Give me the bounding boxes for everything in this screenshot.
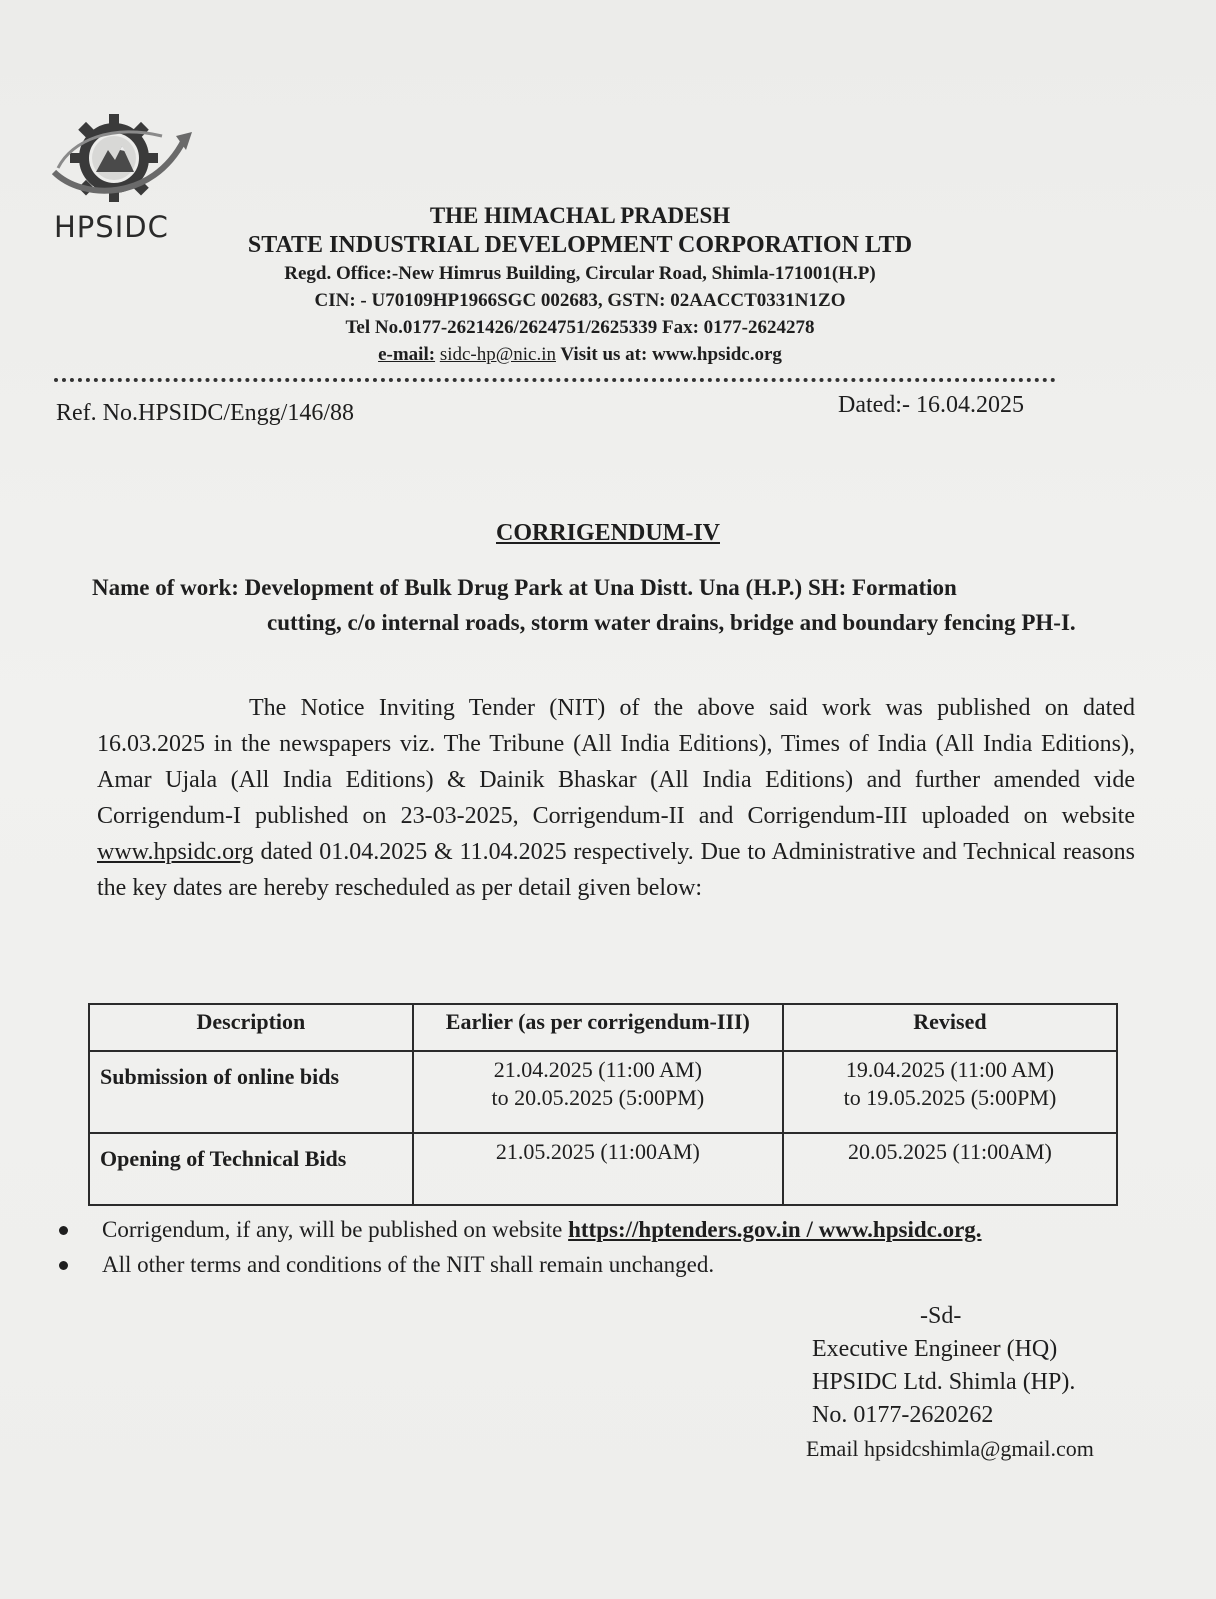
revised-date: 20.05.2025 (11:00AM)	[847, 1139, 1052, 1164]
org-tel: Tel No.0177-2621426/2624751/2625339 Fax: 0177-2624278	[345, 317, 815, 338]
dotted-divider	[54, 378, 1056, 382]
table-header-row	[89, 1004, 1117, 1051]
document-title: CORRIGENDUM-IV	[496, 520, 720, 546]
notes-list	[56, 1212, 1136, 1282]
revised-date-cell	[783, 1133, 1117, 1205]
signatory-org: HPSIDC Ltd. Shimla (HP).	[812, 1369, 1076, 1395]
website-link[interactable]: www.hpsidc.org	[97, 839, 254, 865]
letterhead	[200, 202, 960, 368]
column-header: Revised	[783, 1004, 1117, 1051]
gear-mountain-arrow-icon	[52, 110, 192, 205]
signatory-email: Email hpsidcshimla@gmail.com	[806, 1436, 1094, 1461]
list-item	[56, 1247, 1136, 1282]
signatory-phone: No. 0177-2620262	[812, 1402, 994, 1428]
column-header: Description	[89, 1004, 413, 1051]
note-text: Corrigendum, if any, will be published on website	[102, 1217, 569, 1242]
paragraph-part1: The Notice Inviting Tender (NIT) of the above said work was published on dated 16.03.2025 in the newspapers viz. The Tribune (All India Editions), Times of India (All India Editions), Amar Ujala (All India Editions) & Dainik Bhaskar (All India Editions) and further amended vide Corrigendum-I published on 23-03-2025, Corrigendum-II and Corrigendum-III uploaded on website	[97, 695, 1135, 829]
logo-text: HPSIDC	[54, 210, 169, 244]
note-text: All other terms and conditions of the NIT shall remain unchanged.	[102, 1252, 715, 1277]
org-address: Regd. Office:-New Himrus Building, Circular Road, Shimla-171001(H.P)	[284, 263, 876, 284]
row-description: Opening of Technical Bids	[89, 1133, 413, 1205]
body-paragraph	[97, 690, 1135, 906]
earlier-date-from: 21.04.2025 (11:00 AM)	[493, 1057, 702, 1082]
table-row	[89, 1133, 1117, 1205]
hpsidc-logo	[52, 110, 202, 244]
revised-date-from: 19.04.2025 (11:00 AM)	[845, 1057, 1055, 1082]
revised-date-cell	[783, 1051, 1117, 1133]
earlier-date: 21.05.2025 (11:00AM)	[495, 1139, 700, 1164]
table-row	[89, 1051, 1117, 1133]
column-header: Earlier (as per corrigendum-III)	[413, 1004, 783, 1051]
work-label: Name of work:	[92, 575, 239, 600]
signature-block	[806, 1300, 1094, 1465]
org-cin: CIN: - U70109HP1966SGC 002683, GSTN: 02AACCT0331N1ZO	[314, 290, 846, 311]
work-line2: cutting, c/o internal roads, storm water drains, bridge and boundary fencing PH-I.	[267, 610, 1076, 635]
org-name-line1: THE HIMACHAL PRADESH	[429, 203, 731, 228]
org-email-link[interactable]: sidc-hp@nic.in	[439, 344, 556, 365]
date: Dated:- 16.04.2025	[838, 392, 1024, 418]
bullet-icon	[59, 1226, 68, 1235]
earlier-date-cell	[413, 1051, 783, 1133]
paragraph-part2: dated 01.04.2025 & 11.04.2025 respectively. Due to Administrative and Technical reasons the key dates are hereby rescheduled as per detail given below:	[97, 839, 1135, 901]
key-dates-table	[88, 1003, 1118, 1206]
earlier-date-to: to 20.05.2025 (5:00PM)	[491, 1085, 705, 1110]
signed-mark: -Sd-	[920, 1303, 962, 1329]
revised-date-to: to 19.05.2025 (5:00PM)	[843, 1085, 1057, 1110]
name-of-work	[92, 570, 1132, 640]
reference-number: Ref. No.HPSIDC/Engg/146/88	[56, 400, 355, 426]
tender-website-link[interactable]: https://hptenders.gov.in / www.hpsidc.org.	[568, 1217, 982, 1242]
org-name-line2: STATE INDUSTRIAL DEVELOPMENT CORPORATION LTD	[247, 232, 913, 258]
bullet-icon	[59, 1261, 68, 1270]
signatory-designation: Executive Engineer (HQ)	[812, 1336, 1058, 1362]
org-website: Visit us at: www.hpsidc.org	[560, 344, 782, 365]
work-first-line	[92, 570, 1132, 605]
org-email-line	[200, 341, 960, 368]
row-description: Submission of online bids	[89, 1051, 413, 1133]
list-item	[56, 1212, 1136, 1247]
work-line1: Development of Bulk Drug Park at Una Distt. Una (H.P.) SH: Formation	[244, 575, 957, 600]
email-label: e-mail:	[378, 344, 436, 365]
earlier-date-cell	[413, 1133, 783, 1205]
